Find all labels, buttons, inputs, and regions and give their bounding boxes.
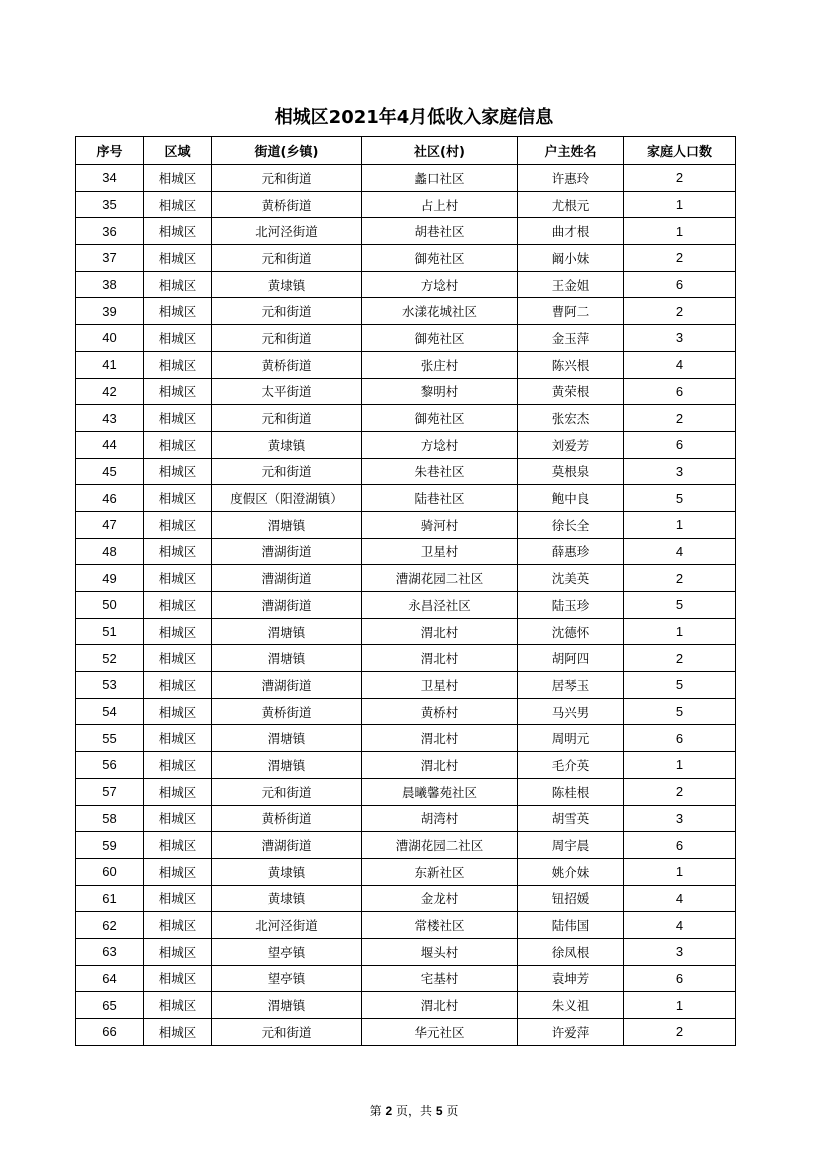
cell-district: 相城区 xyxy=(144,805,212,832)
cell-street: 元和街道 xyxy=(212,778,362,805)
cell-family-size: 4 xyxy=(624,912,736,939)
cell-householder: 王金姐 xyxy=(518,271,624,298)
cell-householder: 金玉萍 xyxy=(518,325,624,352)
cell-street: 黄埭镇 xyxy=(212,858,362,885)
cell-district: 相城区 xyxy=(144,271,212,298)
cell-community: 水漾花城社区 xyxy=(362,298,518,325)
cell-district: 相城区 xyxy=(144,965,212,992)
cell-householder: 张宏杰 xyxy=(518,405,624,432)
cell-index: 38 xyxy=(76,271,144,298)
cell-family-size: 2 xyxy=(624,165,736,192)
household-table xyxy=(75,136,736,1046)
cell-family-size: 2 xyxy=(624,645,736,672)
cell-community: 方埝村 xyxy=(362,431,518,458)
cell-community: 御苑社区 xyxy=(362,405,518,432)
cell-street: 望亭镇 xyxy=(212,965,362,992)
cell-district: 相城区 xyxy=(144,698,212,725)
cell-community: 渭北村 xyxy=(362,992,518,1019)
cell-district: 相城区 xyxy=(144,565,212,592)
cell-street: 渭塘镇 xyxy=(212,725,362,752)
cell-householder: 周宇晨 xyxy=(518,832,624,859)
cell-community: 渭北村 xyxy=(362,618,518,645)
footer-suffix: 页 xyxy=(446,1104,459,1118)
cell-community: 黄桥村 xyxy=(362,698,518,725)
cell-district: 相城区 xyxy=(144,485,212,512)
cell-householder: 胡雪英 xyxy=(518,805,624,832)
cell-householder: 朱义祖 xyxy=(518,992,624,1019)
cell-index: 40 xyxy=(76,325,144,352)
cell-family-size: 1 xyxy=(624,618,736,645)
cell-district: 相城区 xyxy=(144,912,212,939)
cell-district: 相城区 xyxy=(144,592,212,619)
cell-district: 相城区 xyxy=(144,752,212,779)
cell-district: 相城区 xyxy=(144,405,212,432)
cell-community: 漕湖花园二社区 xyxy=(362,565,518,592)
cell-district: 相城区 xyxy=(144,778,212,805)
table-row xyxy=(76,325,736,352)
cell-district: 相城区 xyxy=(144,511,212,538)
table-row xyxy=(76,1019,736,1046)
cell-street: 元和街道 xyxy=(212,245,362,272)
footer-page-number: 2 xyxy=(385,1104,393,1118)
cell-community: 胡巷社区 xyxy=(362,218,518,245)
cell-householder: 陈桂根 xyxy=(518,778,624,805)
table-row xyxy=(76,592,736,619)
cell-community: 占上村 xyxy=(362,191,518,218)
cell-family-size: 4 xyxy=(624,351,736,378)
cell-street: 渭塘镇 xyxy=(212,645,362,672)
cell-district: 相城区 xyxy=(144,858,212,885)
cell-householder: 曹阿二 xyxy=(518,298,624,325)
cell-index: 54 xyxy=(76,698,144,725)
cell-street: 度假区（阳澄湖镇） xyxy=(212,485,362,512)
cell-community: 卫星村 xyxy=(362,672,518,699)
cell-street: 元和街道 xyxy=(212,325,362,352)
cell-street: 元和街道 xyxy=(212,298,362,325)
footer-prefix: 第 xyxy=(369,1104,382,1118)
cell-street: 黄埭镇 xyxy=(212,431,362,458)
cell-index: 51 xyxy=(76,618,144,645)
cell-community: 渭北村 xyxy=(362,725,518,752)
cell-family-size: 1 xyxy=(624,218,736,245)
cell-index: 37 xyxy=(76,245,144,272)
cell-index: 39 xyxy=(76,298,144,325)
cell-community: 蠡口社区 xyxy=(362,165,518,192)
cell-family-size: 2 xyxy=(624,405,736,432)
table-row xyxy=(76,458,736,485)
cell-street: 黄桥街道 xyxy=(212,698,362,725)
cell-index: 50 xyxy=(76,592,144,619)
cell-householder: 黄荣根 xyxy=(518,378,624,405)
cell-district: 相城区 xyxy=(144,618,212,645)
cell-community: 御苑社区 xyxy=(362,245,518,272)
cell-street: 北河泾街道 xyxy=(212,912,362,939)
page-footer xyxy=(0,1102,828,1119)
cell-index: 35 xyxy=(76,191,144,218)
cell-community: 金龙村 xyxy=(362,885,518,912)
cell-community: 东新社区 xyxy=(362,858,518,885)
cell-street: 黄埭镇 xyxy=(212,885,362,912)
header-index: 序号 xyxy=(76,137,144,165)
cell-district: 相城区 xyxy=(144,938,212,965)
cell-index: 62 xyxy=(76,912,144,939)
cell-district: 相城区 xyxy=(144,458,212,485)
cell-householder: 徐凤根 xyxy=(518,938,624,965)
cell-householder: 钮招媛 xyxy=(518,885,624,912)
cell-community: 华元社区 xyxy=(362,1019,518,1046)
table-row xyxy=(76,858,736,885)
cell-family-size: 6 xyxy=(624,725,736,752)
table-row xyxy=(76,538,736,565)
cell-street: 太平街道 xyxy=(212,378,362,405)
cell-family-size: 5 xyxy=(624,672,736,699)
cell-family-size: 3 xyxy=(624,325,736,352)
cell-street: 渭塘镇 xyxy=(212,511,362,538)
header-district: 区域 xyxy=(144,137,212,165)
cell-family-size: 1 xyxy=(624,191,736,218)
cell-index: 58 xyxy=(76,805,144,832)
cell-householder: 毛介英 xyxy=(518,752,624,779)
table-header-row xyxy=(76,137,736,165)
table-row xyxy=(76,965,736,992)
cell-community: 常楼社区 xyxy=(362,912,518,939)
cell-family-size: 5 xyxy=(624,592,736,619)
cell-community: 晨曦馨苑社区 xyxy=(362,778,518,805)
cell-community: 漕湖花园二社区 xyxy=(362,832,518,859)
cell-householder: 陈兴根 xyxy=(518,351,624,378)
cell-index: 57 xyxy=(76,778,144,805)
table-row xyxy=(76,378,736,405)
cell-family-size: 4 xyxy=(624,885,736,912)
table-row xyxy=(76,752,736,779)
table-row xyxy=(76,351,736,378)
cell-householder: 莫根泉 xyxy=(518,458,624,485)
table-row xyxy=(76,245,736,272)
cell-householder: 沈美英 xyxy=(518,565,624,592)
cell-index: 55 xyxy=(76,725,144,752)
cell-district: 相城区 xyxy=(144,378,212,405)
cell-index: 60 xyxy=(76,858,144,885)
table-row xyxy=(76,191,736,218)
cell-householder: 周明元 xyxy=(518,725,624,752)
cell-index: 65 xyxy=(76,992,144,1019)
cell-family-size: 3 xyxy=(624,458,736,485)
table-row xyxy=(76,618,736,645)
cell-street: 渭塘镇 xyxy=(212,752,362,779)
cell-index: 64 xyxy=(76,965,144,992)
cell-district: 相城区 xyxy=(144,725,212,752)
cell-district: 相城区 xyxy=(144,885,212,912)
cell-family-size: 1 xyxy=(624,858,736,885)
cell-family-size: 1 xyxy=(624,511,736,538)
table-row xyxy=(76,778,736,805)
table-row xyxy=(76,218,736,245)
table-row xyxy=(76,165,736,192)
cell-district: 相城区 xyxy=(144,351,212,378)
cell-householder: 刘爱芳 xyxy=(518,431,624,458)
cell-householder: 沈德怀 xyxy=(518,618,624,645)
cell-street: 漕湖街道 xyxy=(212,538,362,565)
cell-community: 渭北村 xyxy=(362,645,518,672)
table-body xyxy=(76,165,736,1046)
cell-index: 56 xyxy=(76,752,144,779)
footer-middle: 页，共 xyxy=(395,1104,432,1118)
cell-family-size: 6 xyxy=(624,965,736,992)
cell-index: 49 xyxy=(76,565,144,592)
cell-family-size: 2 xyxy=(624,1019,736,1046)
cell-householder: 许惠玲 xyxy=(518,165,624,192)
cell-street: 漕湖街道 xyxy=(212,592,362,619)
cell-street: 渭塘镇 xyxy=(212,992,362,1019)
table-row xyxy=(76,725,736,752)
table-row xyxy=(76,565,736,592)
cell-street: 元和街道 xyxy=(212,1019,362,1046)
cell-street: 漕湖街道 xyxy=(212,832,362,859)
cell-family-size: 5 xyxy=(624,698,736,725)
cell-index: 48 xyxy=(76,538,144,565)
cell-street: 元和街道 xyxy=(212,458,362,485)
cell-community: 骑河村 xyxy=(362,511,518,538)
cell-district: 相城区 xyxy=(144,832,212,859)
cell-community: 胡湾村 xyxy=(362,805,518,832)
cell-community: 渭北村 xyxy=(362,752,518,779)
table-row xyxy=(76,511,736,538)
cell-community: 陆巷社区 xyxy=(362,485,518,512)
cell-street: 黄桥街道 xyxy=(212,191,362,218)
cell-index: 46 xyxy=(76,485,144,512)
cell-street: 元和街道 xyxy=(212,405,362,432)
header-street: 街道(乡镇) xyxy=(212,137,362,165)
cell-street: 元和街道 xyxy=(212,165,362,192)
cell-family-size: 2 xyxy=(624,298,736,325)
cell-district: 相城区 xyxy=(144,165,212,192)
cell-community: 卫星村 xyxy=(362,538,518,565)
cell-index: 52 xyxy=(76,645,144,672)
cell-householder: 徐长全 xyxy=(518,511,624,538)
cell-family-size: 6 xyxy=(624,431,736,458)
cell-district: 相城区 xyxy=(144,218,212,245)
cell-householder: 鲍中良 xyxy=(518,485,624,512)
cell-family-size: 5 xyxy=(624,485,736,512)
cell-householder: 胡阿四 xyxy=(518,645,624,672)
footer-total-pages: 5 xyxy=(435,1104,443,1118)
cell-community: 方埝村 xyxy=(362,271,518,298)
table-row xyxy=(76,805,736,832)
cell-district: 相城区 xyxy=(144,245,212,272)
cell-family-size: 2 xyxy=(624,245,736,272)
cell-index: 43 xyxy=(76,405,144,432)
cell-householder: 马兴男 xyxy=(518,698,624,725)
cell-householder: 尤根元 xyxy=(518,191,624,218)
table-row xyxy=(76,645,736,672)
cell-householder: 曲才根 xyxy=(518,218,624,245)
cell-family-size: 1 xyxy=(624,752,736,779)
cell-street: 漕湖街道 xyxy=(212,565,362,592)
cell-district: 相城区 xyxy=(144,992,212,1019)
cell-index: 34 xyxy=(76,165,144,192)
cell-community: 黎明村 xyxy=(362,378,518,405)
cell-family-size: 3 xyxy=(624,938,736,965)
table-row xyxy=(76,912,736,939)
table-row xyxy=(76,832,736,859)
cell-district: 相城区 xyxy=(144,191,212,218)
cell-family-size: 1 xyxy=(624,992,736,1019)
cell-street: 漕湖街道 xyxy=(212,672,362,699)
cell-index: 36 xyxy=(76,218,144,245)
cell-street: 望亭镇 xyxy=(212,938,362,965)
table-row xyxy=(76,485,736,512)
cell-index: 41 xyxy=(76,351,144,378)
cell-community: 堰头村 xyxy=(362,938,518,965)
cell-district: 相城区 xyxy=(144,431,212,458)
table-row xyxy=(76,431,736,458)
cell-family-size: 4 xyxy=(624,538,736,565)
cell-householder: 袁坤芳 xyxy=(518,965,624,992)
cell-community: 永昌泾社区 xyxy=(362,592,518,619)
cell-district: 相城区 xyxy=(144,538,212,565)
cell-index: 66 xyxy=(76,1019,144,1046)
table-row xyxy=(76,938,736,965)
header-family-size: 家庭人口数 xyxy=(624,137,736,165)
cell-index: 44 xyxy=(76,431,144,458)
cell-community: 御苑社区 xyxy=(362,325,518,352)
cell-community: 张庄村 xyxy=(362,351,518,378)
cell-householder: 陆玉珍 xyxy=(518,592,624,619)
cell-index: 42 xyxy=(76,378,144,405)
cell-district: 相城区 xyxy=(144,325,212,352)
page-title: 相城区2021年4月低收入家庭信息 xyxy=(274,107,554,128)
cell-street: 黄埭镇 xyxy=(212,271,362,298)
cell-community: 朱巷社区 xyxy=(362,458,518,485)
cell-street: 黄桥街道 xyxy=(212,351,362,378)
cell-district: 相城区 xyxy=(144,672,212,699)
cell-householder: 姚介妹 xyxy=(518,858,624,885)
header-householder: 户主姓名 xyxy=(518,137,624,165)
cell-householder: 陆伟国 xyxy=(518,912,624,939)
cell-family-size: 2 xyxy=(624,565,736,592)
table-row xyxy=(76,298,736,325)
header-community: 社区(村) xyxy=(362,137,518,165)
cell-district: 相城区 xyxy=(144,1019,212,1046)
cell-index: 61 xyxy=(76,885,144,912)
cell-family-size: 2 xyxy=(624,778,736,805)
cell-index: 63 xyxy=(76,938,144,965)
cell-householder: 居琴玉 xyxy=(518,672,624,699)
table-row xyxy=(76,698,736,725)
cell-district: 相城区 xyxy=(144,298,212,325)
cell-index: 47 xyxy=(76,511,144,538)
cell-index: 53 xyxy=(76,672,144,699)
cell-index: 59 xyxy=(76,832,144,859)
cell-community: 宅基村 xyxy=(362,965,518,992)
cell-family-size: 6 xyxy=(624,271,736,298)
cell-householder: 许爱萍 xyxy=(518,1019,624,1046)
cell-street: 北河泾街道 xyxy=(212,218,362,245)
cell-street: 渭塘镇 xyxy=(212,618,362,645)
cell-family-size: 6 xyxy=(624,832,736,859)
table-row xyxy=(76,885,736,912)
table-row xyxy=(76,992,736,1019)
cell-householder: 薛惠珍 xyxy=(518,538,624,565)
cell-householder: 阚小妹 xyxy=(518,245,624,272)
cell-family-size: 6 xyxy=(624,378,736,405)
table-row xyxy=(76,672,736,699)
cell-index: 45 xyxy=(76,458,144,485)
table-row xyxy=(76,405,736,432)
cell-family-size: 3 xyxy=(624,805,736,832)
cell-district: 相城区 xyxy=(144,645,212,672)
cell-street: 黄桥街道 xyxy=(212,805,362,832)
table-row xyxy=(76,271,736,298)
